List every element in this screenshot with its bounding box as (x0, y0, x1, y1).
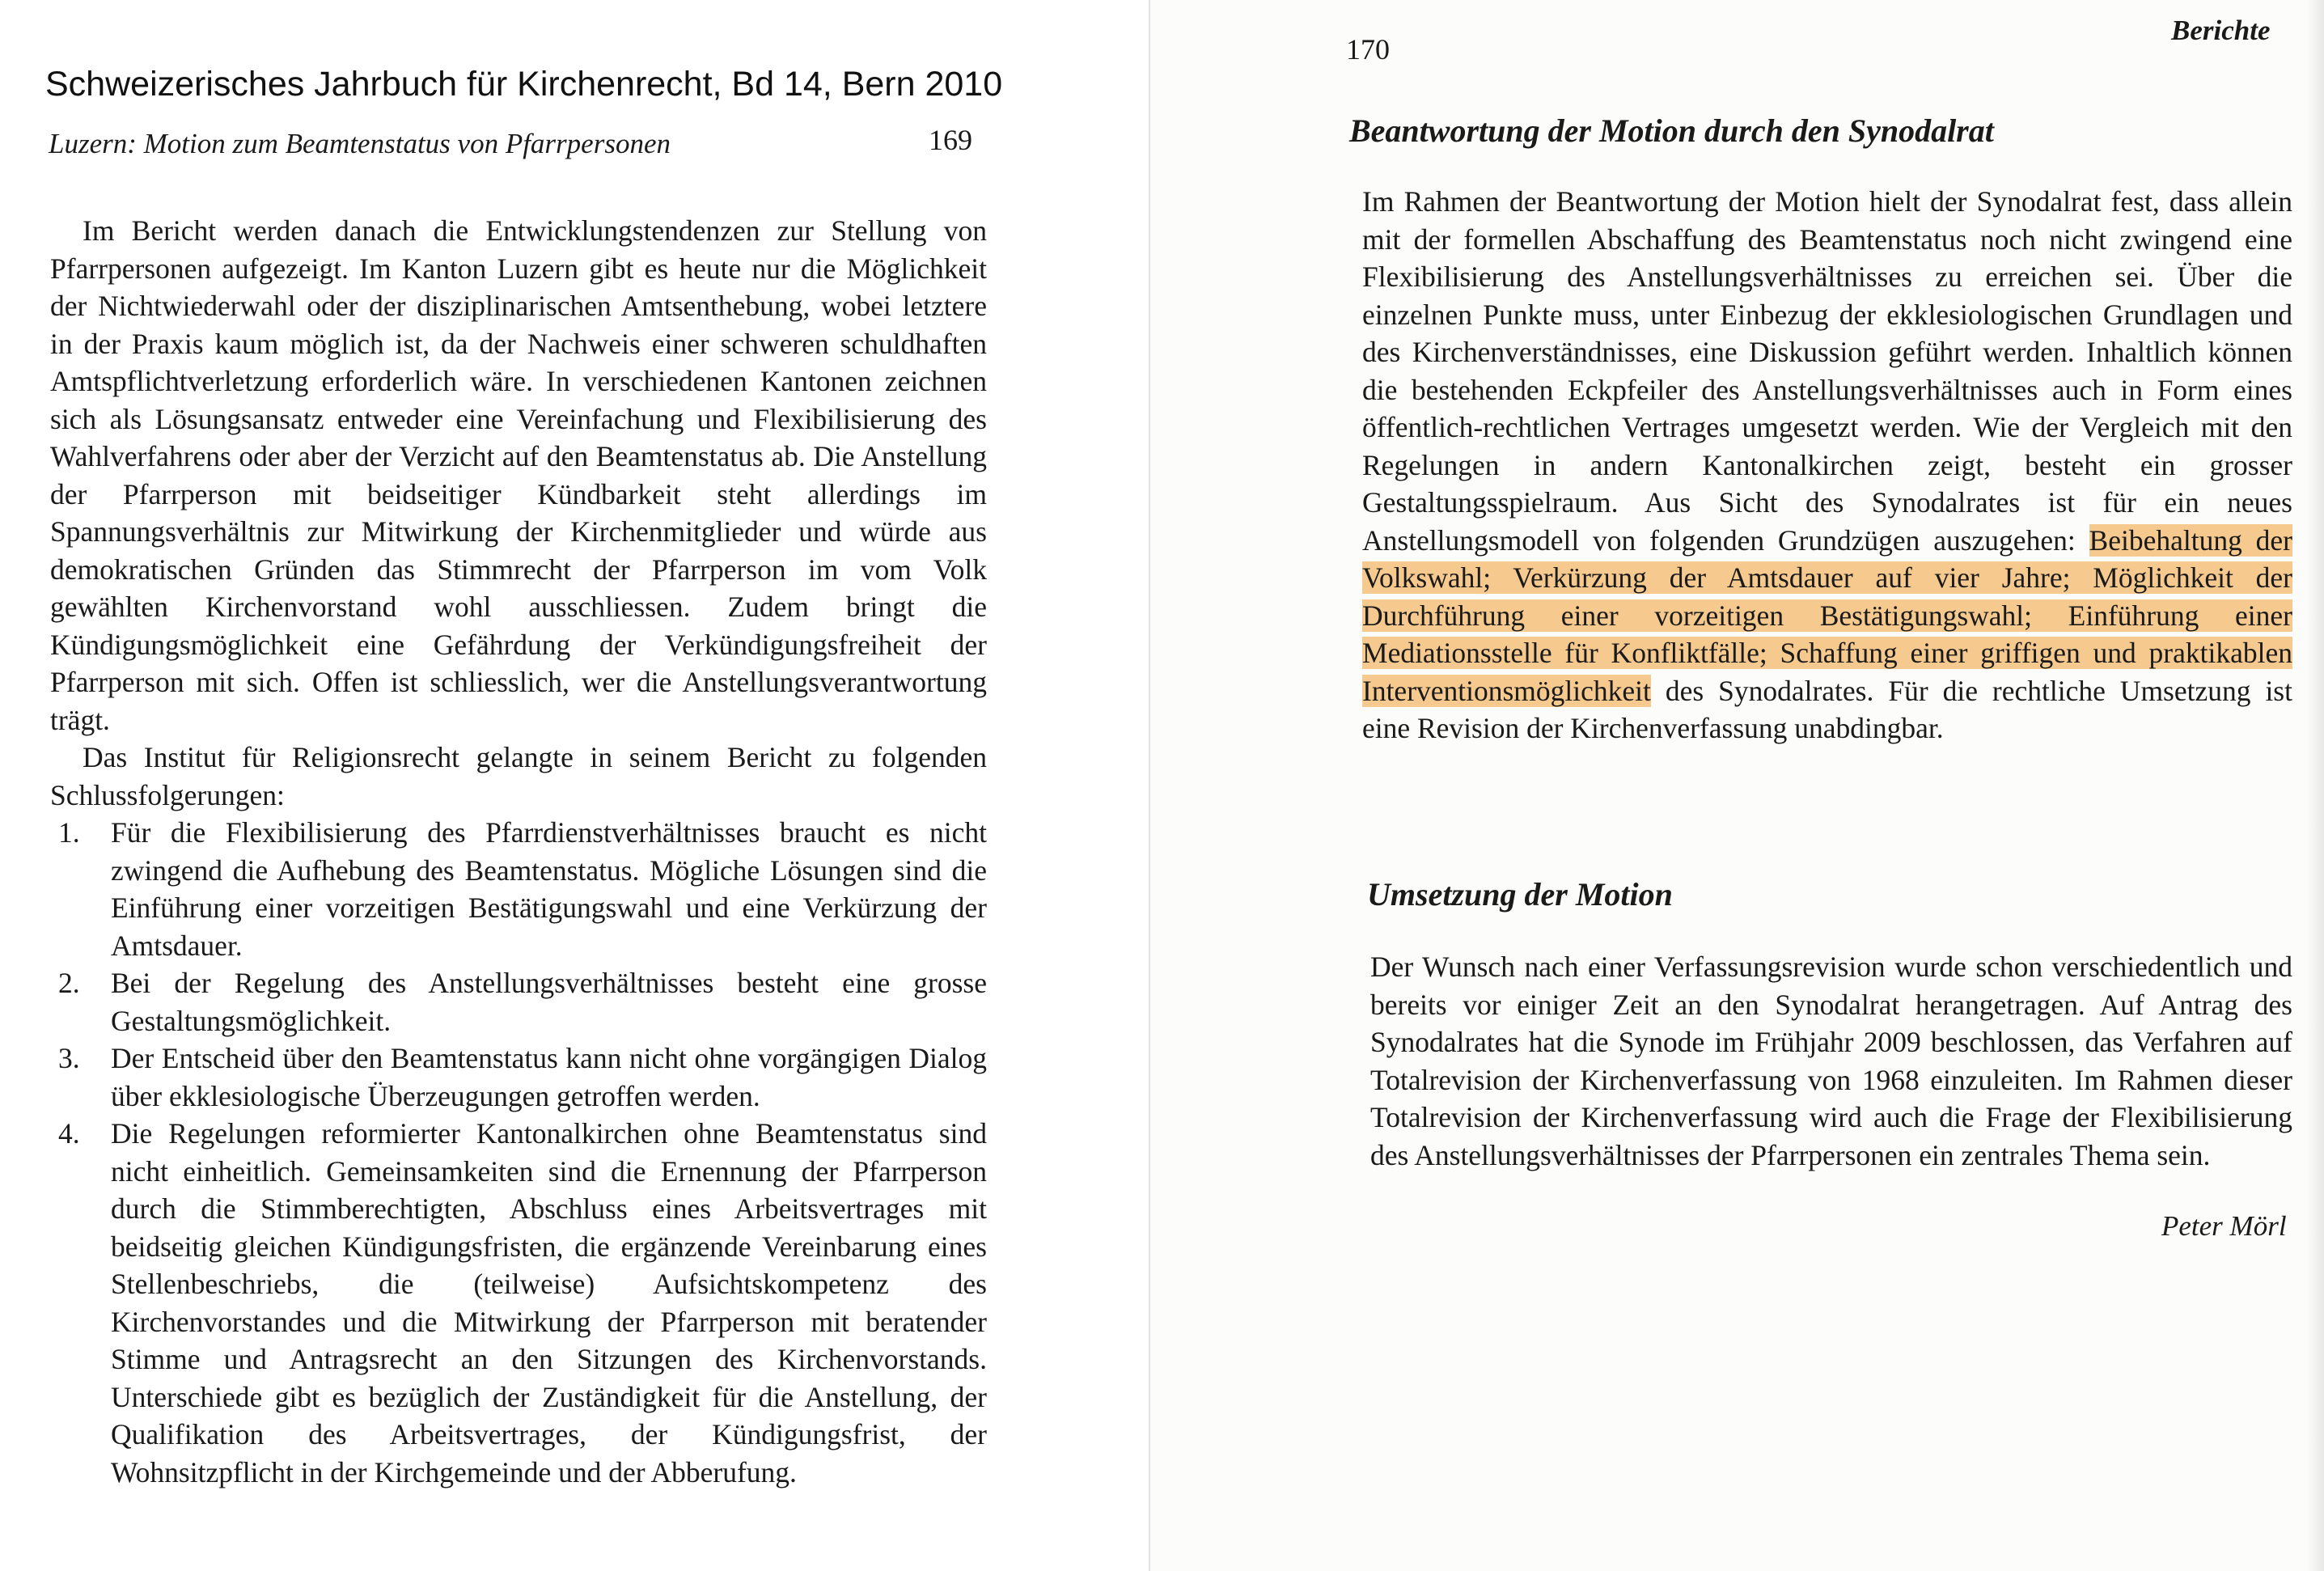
list-text: Der Entscheid über den Beamtenstatus kann nicht ohne vorgängigen Dialog über ekklesiologische Überzeugungen getroffen werden. (111, 1042, 987, 1112)
list-text: Bei der Regelung des Anstellungsverhältnisses besteht eine grosse Gestaltungsmöglichkeit. (111, 967, 987, 1037)
right-body-section1 (1362, 183, 2292, 747)
right-page-number: 170 (1346, 33, 1390, 66)
page-edge-shadow (2306, 0, 2324, 1571)
list-item (50, 1115, 987, 1491)
paragraph (1362, 183, 2292, 747)
list-item (50, 814, 987, 964)
left-page (0, 0, 1149, 1571)
left-running-head: Luzern: Motion zum Beamtenstatus von Pfarrpersonen (49, 128, 671, 159)
right-page (1149, 0, 2324, 1571)
list-number: 3. (58, 1042, 80, 1074)
conclusions-list (50, 814, 987, 1491)
list-item (50, 964, 987, 1040)
author-signature: Peter Mörl (2161, 1210, 2287, 1242)
section-heading: Beantwortung der Motion durch den Synodalrat (1349, 112, 1994, 149)
list-text: Die Regelungen reformierter Kantonalkirchen ohne Beamtenstatus sind nicht einheitlich. Gemeinsamkeiten sind die Ernennung der Pfarrperson durch die Stimmberechtigten, Abschluss eines Arbeitsvertrages mit beidseitig gleichen Kündigungsfristen, die ergänzende Vereinbarung eines Stellenbeschriebs, die (teilweise) Aufsichtskompetenz des Kirchenvorstandes und die Mitwirkung der Pfarrperson mit beratender Stimme und Antragsrecht an den Sitzungen des Kirchenvorstands. Unterschiede gibt es bezüglich der Zuständigkeit für die Anstellung, der Qualifikation des Arbeitsvertrages, der Kündigungsfrist, der Wohnsitzpflicht in der Kirchgemeinde und der Abberufung. (111, 1117, 987, 1488)
text-segment: des Synodalrates. Für die rechtliche Umsetzung ist eine Revision der Kirchenverfassung unabdingbar. (1362, 674, 2292, 744)
list-number: 2. (58, 967, 80, 999)
journal-citation: Schweizerisches Jahrbuch für Kirchenrecht, Bd 14, Bern 2010 (45, 65, 1003, 104)
highlighted-text: Beibehaltung der Volkswahl; Verkürzung der Amtsdauer auf vier Jahre; Möglichkeit der Durchführung einer vorzeitigen Bestätigungswahl; Einführung einer Mediationsstelle für Konfliktfälle; Schaffung einer griffigen und praktikablen Interventionsmöglichkeit (1362, 523, 2292, 707)
section-heading: Umsetzung der Motion (1367, 876, 1673, 913)
left-page-number: 169 (929, 124, 972, 156)
text-segment: Im Rahmen der Beantwortung der Motion hielt der Synodalrat fest, dass allein mit der formellen Abschaffung des Beamtenstatus noch nicht zwingend eine Flexibilisierung des Anstellungsverhältnisses zu erreichen sei. Über die einzelnen Punkte muss, unter Einbezug der ekklesiologischen Grundlagen und des Kirchenverständnisses, eine Diskussion geführt werden. Inhaltlich können die bestehenden Eckpfeiler des Anstellungsverhältnisses auch in Form eines öffentlich-rechtlichen Vertrages umgesetzt werden. Wie der Vergleich mit den Regelungen in andern Kantonalkirchen zeigt, besteht ein grosser Gestaltungsspielraum. Aus Sicht des Synodalrates ist für ein neues Anstellungsmodell von folgenden Grundzügen auszugehen: (1362, 185, 2292, 557)
list-text: Für die Flexibilisierung des Pfarrdienstverhältnisses braucht es nicht zwingend die Aufhebung des Beamtenstatus. Mögliche Lösungen sind die Einführung einer vorzeitigen Bestätigungswahl und eine Verkürzung der Amtsdauer. (111, 816, 987, 962)
left-body (50, 212, 987, 1491)
list-item (50, 1040, 987, 1115)
right-body-section2 (1370, 948, 2292, 1174)
paragraph: Das Institut für Religionsrecht gelangte in seinem Bericht zu folgenden Schlussfolgerungen: (50, 741, 987, 811)
paragraph: Im Bericht werden danach die Entwicklungstendenzen zur Stellung von Pfarrpersonen aufgezeigt. Im Kanton Luzern gibt es heute nur die Möglichkeit der Nichtwiederwahl oder der disziplinarischen Amtsenthebung, wobei letztere in der Praxis kaum möglich ist, da der Nachweis einer schweren schuldhaften Amtspflichtverletzung erforderlich wäre. In verschiedenen Kantonen zeichnen sich als Lösungsansatz entweder eine Vereinfachung und Flexibilisierung des Wahlverfahrens oder aber der Verzicht auf den Beamtenstatus ab. Die Anstellung der Pfarrperson mit beidseitiger Kündbarkeit steht allerdings im Spannungsverhältnis zur Mitwirkung der Kirchenmitglieder und würde aus demokratischen Gründen das Stimmrecht der Pfarrperson im vom Volk gewählten Kirchenvorstand wohl ausschliessen. Zudem bringt die Kündigungsmöglichkeit eine Gefährdung der Verkündigungsfreiheit der Pfarrperson mit sich. Offen ist schliesslich, wer die Anstellungsverantwortung trägt. (50, 214, 987, 736)
paragraph: Der Wunsch nach einer Verfassungsrevision wurde schon verschiedentlich und bereits vor einiger Zeit an den Synodalrat herangetragen. Auf Antrag des Synodalrates hat die Synode im Frühjahr 2009 beschlossen, das Verfahren auf Totalrevision der Kirchenverfassung von 1968 einzuleiten. Im Rahmen dieser Totalrevision der Kirchenverfassung wird auch die Frage der Flexibilisierung des Anstellungsverhältnisses der Pfarrpersonen ein zentrales Thema sein. (1370, 951, 2292, 1171)
right-running-head: Berichte (2171, 15, 2271, 46)
list-number: 1. (58, 816, 80, 849)
list-number: 4. (58, 1117, 80, 1150)
